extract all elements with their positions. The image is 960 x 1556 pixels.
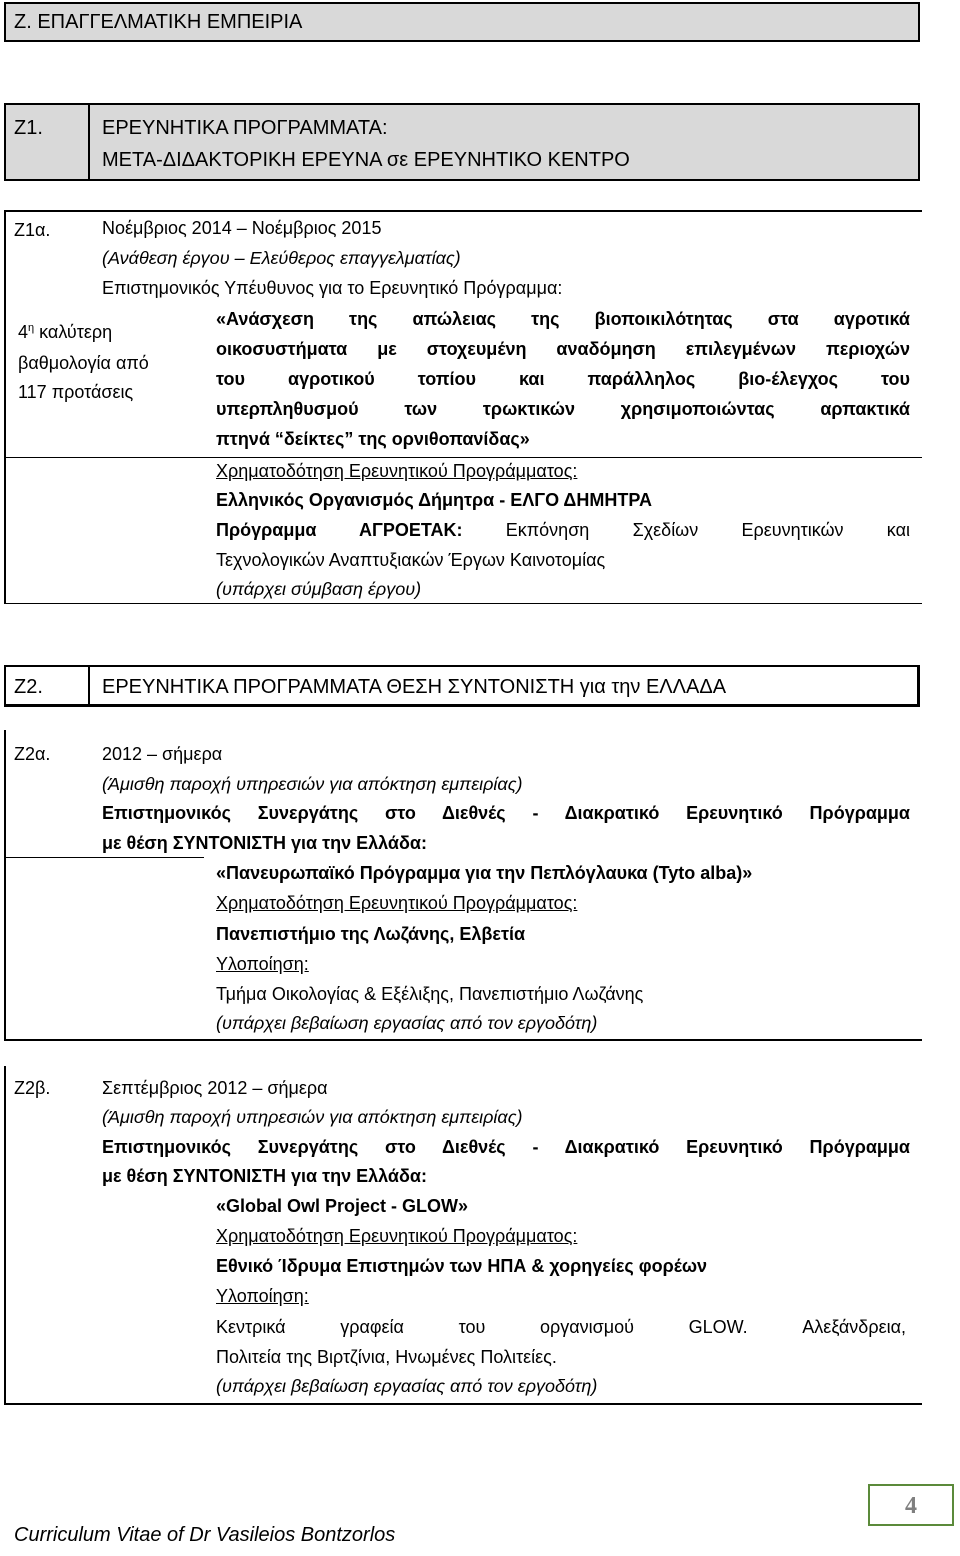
z2-title: ΕΡΕΥΝΗΤΙΚΑ ΠΡΟΓΡΑΜΜΑΤΑ ΘΕΣΗ ΣΥΝΤΟΝΙΣΤΗ για την ΕΛΛΑΔΑ [102,676,727,698]
z2b-code: Ζ2β. [14,1078,51,1098]
z1a-funding-label: Χρηματοδότηση Ερευνητικού Προγράμματος: [216,461,578,481]
z2a-role-note: (Άμισθη παροχή υπηρεσιών για απόκτηση εμπειρίας) [102,774,523,794]
z2b-side-rule [4,1066,6,1404]
z2a-funder: Πανεπιστήμιο της Λωζάνης, Ελβετία [216,924,526,944]
z1a-role-note: (Ανάθεση έργου – Ελεύθερος επαγγελματίας) [102,248,461,268]
z1a-inner-rule [4,457,922,458]
z1a-rank-line2: βαθμολογία από [18,353,149,373]
z1a-project-line3: του αγροτικού τοπίου και παράλληλος βιο-έλεγχος του [216,369,910,389]
z2a-note: (υπάρχει βεβαίωση εργασίας από τον εργοδότη) [216,1013,598,1033]
z2a-inner-rule [4,857,204,858]
z1a-rank-line1: $4^\eta$ καλύτερη [18,322,113,342]
page-number: 4 [905,1493,917,1519]
z2a-funding-label: Χρηματοδότηση Ερευνητικού Προγράμματος: [216,893,578,913]
section-header-title: Ζ. ΕΠΑΓΓΕΛΜΑΤΙΚΗ ΕΜΠΕΙΡΙΑ [14,11,303,33]
z2-code: Ζ2. [14,676,43,698]
z1-header-divider [88,104,90,180]
z1a-rank-line3: 117 προτάσεις [18,382,134,402]
footer-cv-title: Curriculum Vitae of Dr Vasileios Bontzorlos [14,1524,396,1546]
z1a-program-line1: Πρόγραμμα ΑΓΡΟΕΤΑΚ: Εκπόνηση Σχεδίων Ερευνητικών και [216,520,910,540]
z1a-top-rule [4,210,922,212]
z1a-program-line2: Τεχνολογικών Αναπτυξιακών Έργων Καινοτομίας [216,550,606,570]
z1a-project-line2: οικοσυστήματα με στοχευμένη αναδόμηση επιλεγμένων περιοχών [216,339,910,359]
z1-title-line2: ΜΕΤΑ-ΔΙΔΑΚΤΟΡΙΚΗ ΕΡΕΥΝΑ σε ΕΡΕΥΝΗΤΙΚΟ ΚΕΝΤΡΟ [102,149,630,171]
z2b-role-note: (Άμισθη παροχή υπηρεσιών για απόκτηση εμπειρίας) [102,1107,523,1127]
z2b-impl-line2: Πολιτεία της Βιρτζίνια, Ηνωμένες Πολιτείες. [216,1347,557,1367]
z2b-role-line2: με θέση ΣΥΝΤΟΝΙΣΤΗ για την Ελλάδα: [102,1166,427,1186]
z1a-period: Νοέμβριος 2014 – Νοέμβριος 2015 [102,218,382,238]
z1a-project-line5: πτηνά “δείκτες” της ορνιθοπανίδας» [216,429,530,449]
z2b-impl-label: Υλοποίηση: [216,1286,309,1306]
z1a-bottom-rule [4,603,922,604]
z2-header-divider [88,666,90,706]
z2a-period: 2012 – σήμερα [102,744,223,764]
z2b-impl-line1: Κεντρικά γραφεία του οργανισμού GLOW. Αλεξάνδρεια, [216,1317,906,1337]
z2a-impl: Τμήμα Οικολογίας & Εξέλιξης, Πανεπιστήμιο Λωζάνης [216,984,644,1004]
z2b-funding-label: Χρηματοδότηση Ερευνητικού Προγράμματος: [216,1226,578,1246]
z1a-project-line4: υπερπληθυσμού των τρωκτικών χρησιμοποιώντας αρπακτικά [216,399,910,419]
z2b-project: «Global Owl Project - GLOW» [216,1196,469,1216]
z2b-note: (υπάρχει βεβαίωση εργασίας από τον εργοδότη) [216,1376,598,1396]
z2b-bottom-rule [4,1403,922,1405]
z2a-bottom-rule [4,1039,922,1041]
z1a-funder: Ελληνικός Οργανισμός Δήμητρα - ΕΛΓΟ ΔΗΜΗΤΡΑ [216,490,652,510]
z2b-funder: Εθνικό Ίδρυμα Επιστημών των ΗΠΑ & χορηγείες φορέων [216,1256,708,1276]
z1-title-line1: ΕΡΕΥΝΗΤΙΚΑ ΠΡΟΓΡΑΜΜΑΤΑ: [102,117,388,139]
z2a-code: Ζ2α. [14,744,51,764]
z1a-side-rule [4,210,6,604]
z2a-role-line2: με θέση ΣΥΝΤΟΝΙΣΤΗ για την Ελλάδα: [102,833,427,853]
z1a-role: Επιστημονικός Υπέυθυνος για το Ερευνητικό Πρόγραμμα: [102,278,563,298]
z1a-contract-note: (υπάρχει σύμβαση έργου) [216,579,422,599]
z2a-role-line1: Επιστημονικός Συνεργάτης στο Διεθνές - Διακρατικό Ερευνητικό Πρόγραμμα [102,803,910,823]
z2b-period: Σεπτέμβριος 2012 – σήμερα [102,1078,328,1098]
z1a-project-line1: «Ανάσχεση της απώλειας της βιοποικιλότητας στα αγροτικά [216,309,910,329]
z2a-side-rule [4,730,6,1040]
page-number-badge [868,1484,954,1526]
z1a-code: Ζ1α. [14,220,51,240]
z2b-role-line1: Επιστημονικός Συνεργάτης στο Διεθνές - Διακρατικό Ερευνητικό Πρόγραμμα [102,1137,910,1157]
z2a-impl-label: Υλοποίηση: [216,954,309,974]
z2a-project: «Πανευρωπαϊκό Πρόγραμμα για την Πεπλόγλαυκα (Tyto alba)» [216,863,753,883]
z1-code: Ζ1. [14,117,43,139]
